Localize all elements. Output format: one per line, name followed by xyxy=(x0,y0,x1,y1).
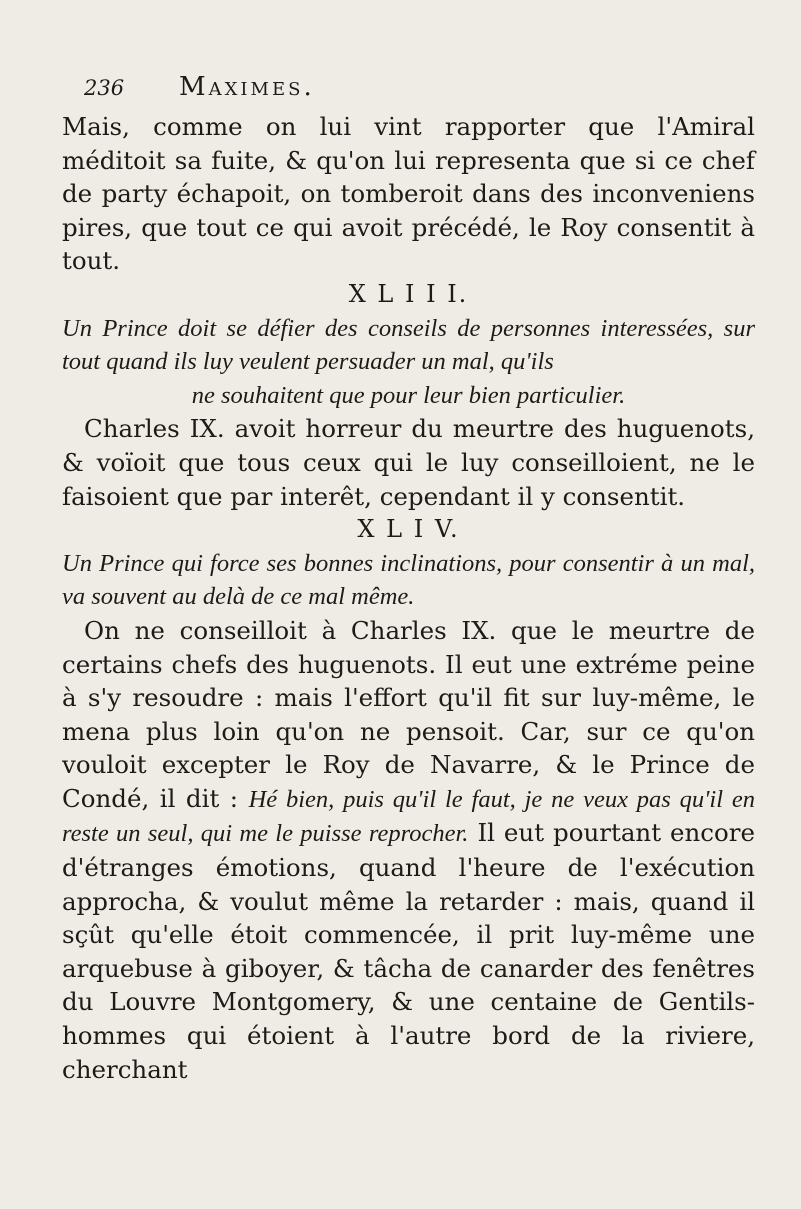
maxim-44: Un Prince qui force ses bonnes inclinations, pour consentir à un mal, va souvent au delà de ce mal même. xyxy=(62,549,755,611)
running-head xyxy=(62,72,755,106)
maxim-numeral-44: X L I V. xyxy=(357,515,460,544)
maxim-43-text: Un Prince doit se défier des conseils de personnes interessées, sur tout quand ils luy veulent persuader un mal, qu'ils xyxy=(62,314,755,376)
king-quote: Hé bien, puis qu'il le faut, je ne veux pas qu'il en reste un seul, qui me le puisse reprocher. xyxy=(62,785,755,848)
paragraph-43: Charles IX. avoit horreur du meurtre des huguenots, & voïoit que tous ceux qui le luy conseilloient, ne le faisoient que par interêt, cependant il y consentit. xyxy=(62,414,755,511)
paragraph-44 xyxy=(62,614,755,1086)
maxim-43 xyxy=(62,312,755,413)
paragraph-44-text: On ne conseilloit à Charles IX. que le meurtre de certains chefs des huguenots. Il eut une extréme peine à s'y resoudre : mais l'effort qu'il fit sur luy-même, le mena plus loin qu'on ne pensoit. Car, sur ce qu'on vouloit excepter le Roy de Navarre, & le Prince de Condé, il dit : xyxy=(62,615,755,813)
running-title: Maximes. xyxy=(179,72,315,102)
maxim-numeral-43: X L I I I. xyxy=(348,279,469,308)
paragraph-44-continuation: Il eut pourtant encore d'étranges émotions, quand l'heure de l'exécution approcha, & voulut même la retarder : mais, quand il sçût qu'elle étoit commencée, il prit luy-même une arquebuse à giboyer, & tâcha de canarder des fenêtres du Louvre Montgomery, & une centaine de Gentils-hommes qui étoient à l'autre bord de la riviere, cherchant xyxy=(62,818,755,1084)
maxim-43-last-line: ne souhaitent que pour leur bien particulier. xyxy=(191,381,626,409)
page-number: 236 xyxy=(84,76,125,100)
paragraph-intro: Mais, comme on lui vint rapporter que l'Amiral méditoit sa fuite, & qu'on lui representa que si ce chef de party échapoit, on tomberoit dans des inconveniens pires, que tout ce qui avoit précédé, le Roy consentit à tout. xyxy=(62,112,755,276)
